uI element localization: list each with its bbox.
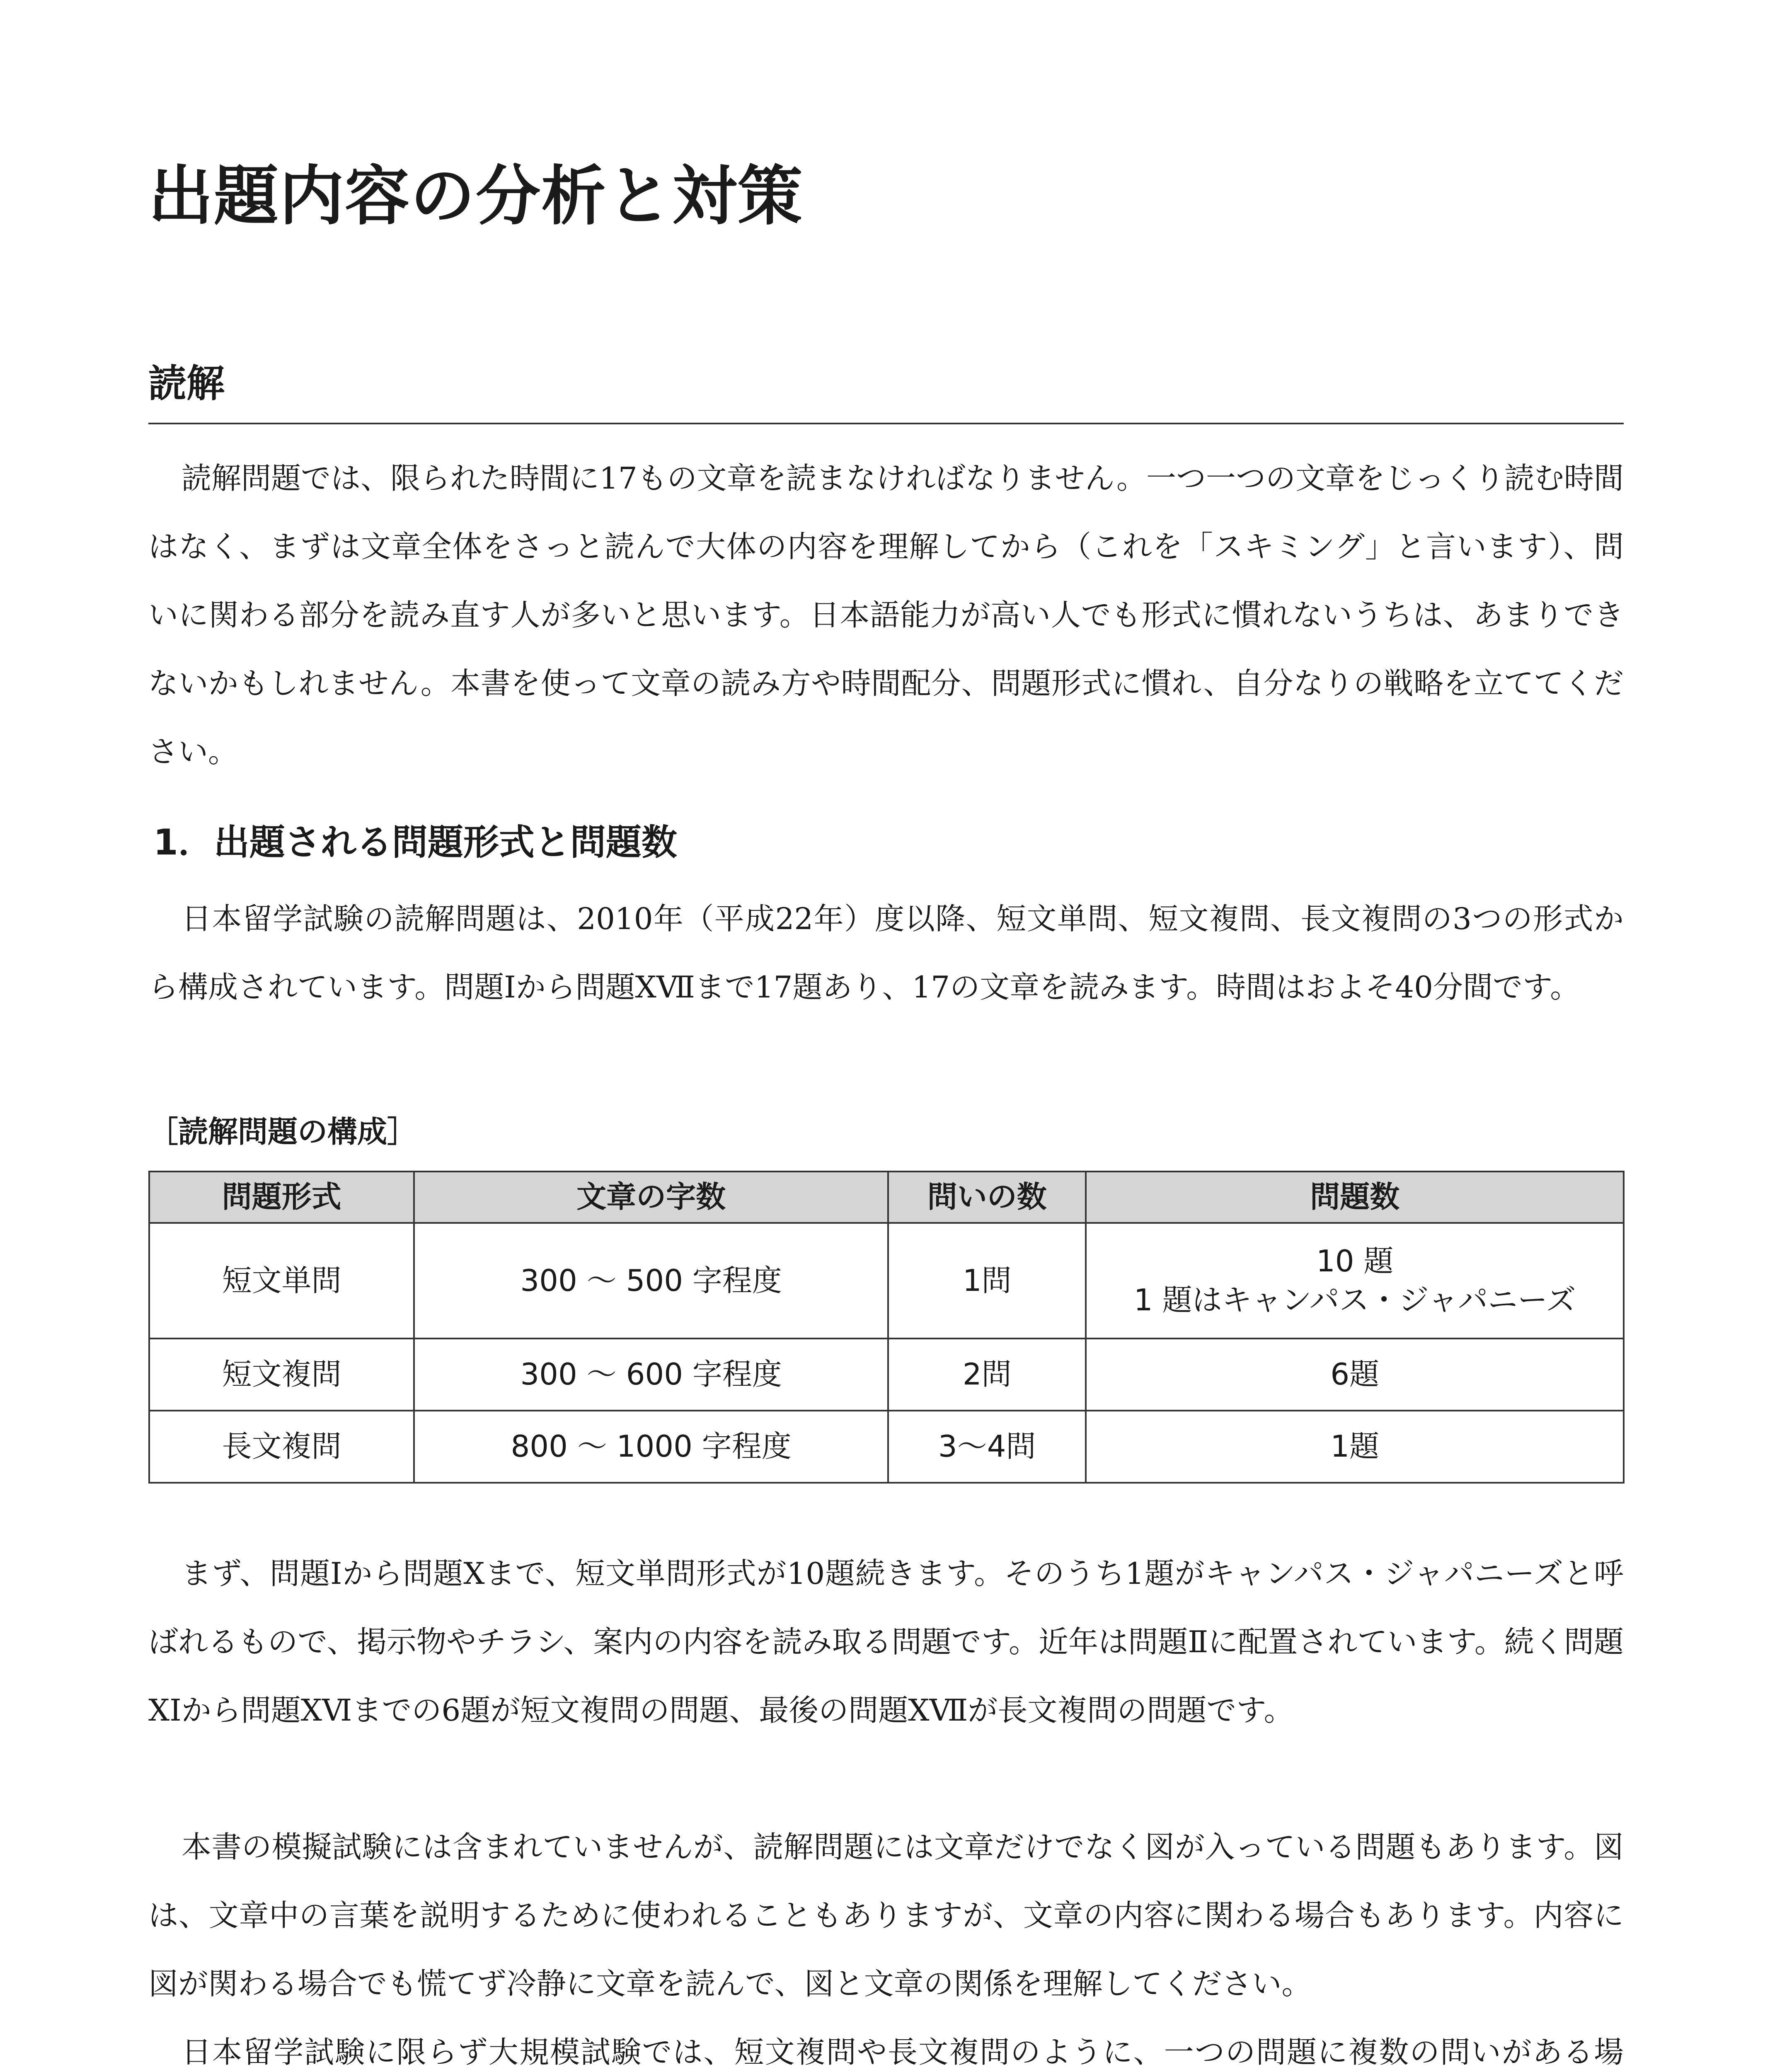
section-title: 読解 — [148, 361, 225, 406]
cell-count: 6題 — [1086, 1339, 1624, 1411]
cell-format: 短文複問 — [149, 1339, 414, 1411]
header-chars: 文章の字数 — [414, 1172, 888, 1223]
cell-questions: 3～4問 — [888, 1411, 1086, 1483]
cell-chars: 300 ～ 500 字程度 — [414, 1223, 888, 1339]
intro-paragraph: 読解問題では、限られた時間に17もの文章を読まなければなりません。一つ一つの文章をじっくり読む時間はなく、まずは文章全体をさっと読んで大体の内容を理解してから（これを「スキミング」と言います）、問いに関わる部分を読み直す人が多いと思います。日本語能力が高い人でも形式に慣れないうちは、あまりできないかもしれません。本書を使って文章の読み方や時間配分、問題形式に慣れ、自分なりの戦略を立ててください。 — [148, 461, 1624, 769]
cell-questions: 2問 — [888, 1339, 1086, 1411]
subsection-heading: 1．出題される問題形式と問題数 — [153, 822, 677, 863]
table-header-row — [149, 1172, 1624, 1223]
paragraph-2: 本書の模擬試験には含まれていませんが、読解問題には文章だけでなく図が入っている問題もあります。図は、文章中の言葉を説明するために使われることもありますが、文章の内容に関わる場合もあります。内容に図が関わる場合でも慌てず冷静に文章を読んで、図と文章の関係を理解してください。 — [148, 1830, 1624, 2001]
table-row — [149, 1223, 1624, 1339]
cell-count-line2: 1 題はキャンパス・ジャパニーズ — [1133, 1282, 1576, 1317]
page-title: 出題内容の分析と対策 — [148, 158, 803, 234]
paragraph-1: まず、問題Ⅰから問題Ⅹまで、短文単問形式が10題続きます。そのうち1題がキャンパス・ジャパニーズと呼ばれるもので、掲示物やチラシ、案内の内容を読み取る問題です。近年は問題Ⅱに配置されています。続く問題ⅩⅠから問題ⅩⅥまでの6題が短文複問の問題、最後の問題ⅩⅦが長文複問の問題です。 — [148, 1556, 1624, 1728]
table-caption: ［読解問題の構成］ — [148, 1114, 417, 1149]
cell-chars: 800 ～ 1000 字程度 — [414, 1411, 888, 1483]
table-row — [149, 1411, 1624, 1483]
cell-count — [1086, 1223, 1624, 1339]
header-format: 問題形式 — [149, 1172, 414, 1223]
paragraph-3: 日本留学試験に限らず大規模試験では、短文複問や長文複問のように、一つの問題に複数の問いがある場 — [182, 2035, 1624, 2070]
header-count: 問題数 — [1086, 1172, 1624, 1223]
cell-count-line1: 10 題 — [1316, 1243, 1394, 1278]
cell-format: 短文単問 — [149, 1223, 414, 1339]
cell-count: 1題 — [1086, 1411, 1624, 1483]
header-questions: 問いの数 — [888, 1172, 1086, 1223]
cell-chars: 300 ～ 600 字程度 — [414, 1339, 888, 1411]
cell-questions: 1問 — [888, 1223, 1086, 1339]
section-heading — [148, 361, 1624, 424]
cell-format: 長文複問 — [149, 1411, 414, 1483]
table-row — [149, 1339, 1624, 1411]
subsection-paragraph: 日本留学試験の読解問題は、2010年（平成22年）度以降、短文単問、短文複問、長文複問の3つの形式から構成されています。問題Ⅰから問題ⅩⅦまで17題あり、17の文章を読みます。時間はおよそ40分間です。 — [148, 901, 1624, 1005]
reading-structure-table — [148, 1171, 1625, 1484]
